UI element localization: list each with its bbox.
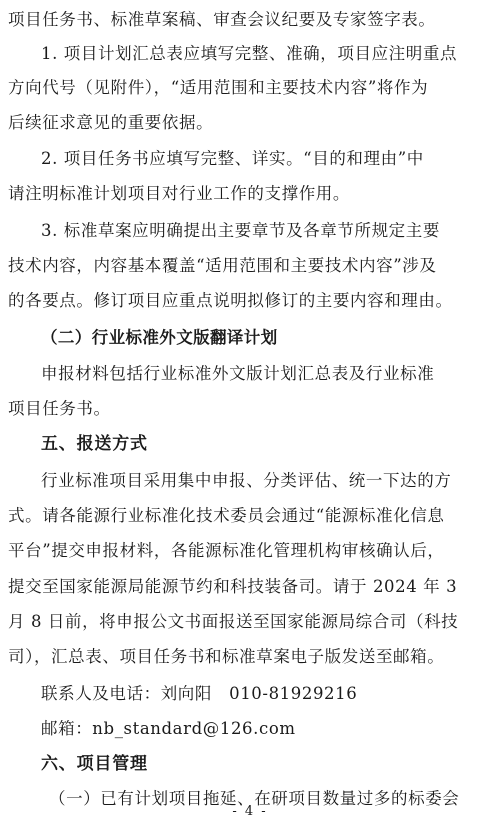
contact-line: 联系人及电话：刘向阳 010-81929216 (41, 684, 358, 703)
paragraph-line: 司），汇总表、项目任务书和标准草案电子版发送至邮箱。 (8, 647, 445, 666)
paragraph-line: 的各要点。修订项目应重点说明拟修订的主要内容和理由。 (8, 291, 453, 310)
page-number: - 4 - (232, 804, 268, 819)
paragraph-line: 月 8 日前，将申报公文书面报送至国家能源局综合司（科技 (8, 612, 459, 631)
subsection-heading: （二）行业标准外文版翻译计划 (41, 328, 278, 347)
paragraph-line: 行业标准项目采用集中申报、分类评估、统一下达的方 (41, 471, 452, 490)
email-line: 邮箱：nb_standard@126.com (41, 719, 296, 738)
paragraph-line: 项目任务书。 (8, 399, 111, 418)
paragraph-line: （一）已有计划项目拖延、在研项目数量过多的标委会 (49, 789, 460, 808)
paragraph-line: 请注明标准计划项目对行业工作的支撑作用。 (8, 184, 350, 203)
paragraph-line: 方向代号（见附件），“适用范围和主要技术内容”将作为 (8, 78, 429, 97)
paragraph-line: 2. 项目任务书应填写完整、详实。“目的和理由”中 (41, 149, 424, 168)
section-heading: 六、项目管理 (41, 754, 148, 774)
paragraph-line: 1. 项目计划汇总表应填写完整、准确，项目应注明重点 (41, 44, 458, 63)
paragraph-line: 技术内容，内容基本覆盖“适用范围和主要技术内容”涉及 (8, 256, 437, 275)
paragraph-line: 项目任务书、标准草案稿、审查会议纪要及专家签字表。 (8, 10, 436, 29)
section-heading: 五、报送方式 (41, 434, 148, 454)
paragraph-line: 提交至国家能源局能源节约和科技装备司。请于 2024 年 3 (8, 577, 458, 596)
paragraph-line: 平台”提交申报材料，各能源标准化管理机构审核确认后， (8, 541, 445, 560)
paragraph-line: 式。请各能源行业标准化技术委员会通过“能源标准化信息 (8, 506, 445, 525)
paragraph-line: 后续征求意见的重要依据。 (8, 113, 214, 132)
paragraph-line: 申报材料包括行业标准外文版计划汇总表及行业标准 (41, 364, 435, 383)
paragraph-line: 3. 标准草案应明确提出主要章节及各章节所规定主要 (41, 221, 440, 240)
